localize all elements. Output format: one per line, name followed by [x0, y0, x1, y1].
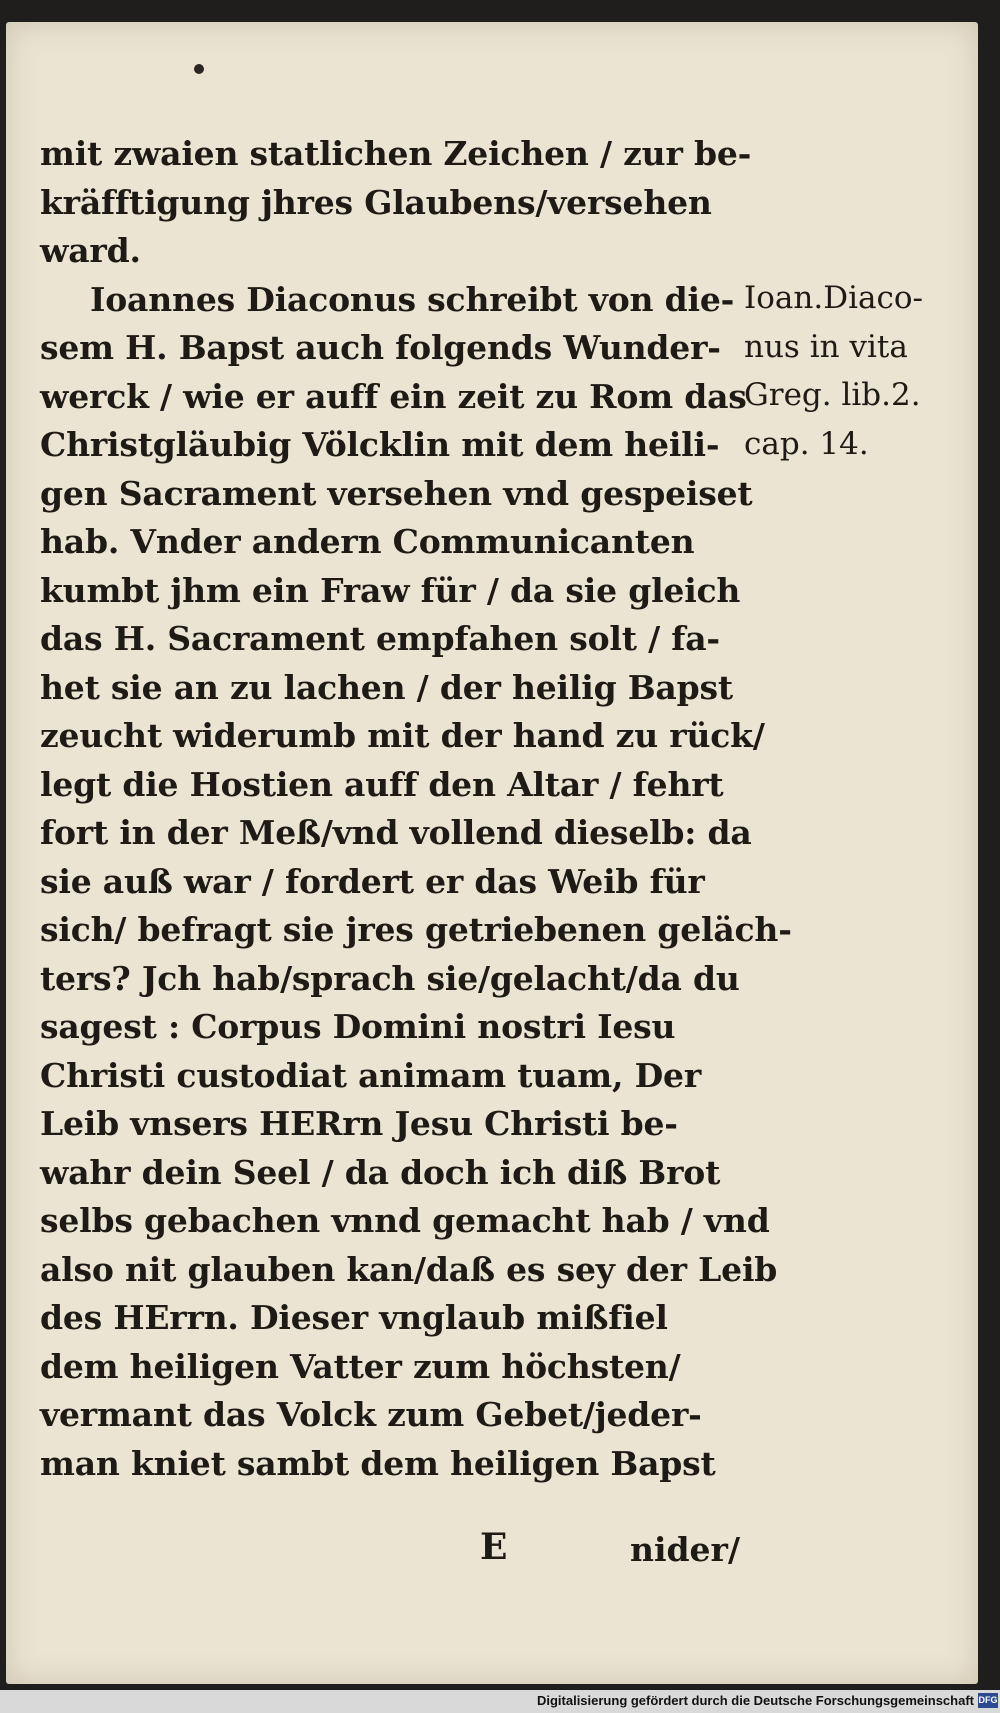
book-page — [6, 22, 978, 1684]
digitization-credit-bar — [0, 1690, 1000, 1713]
margin-note-line: Ioan.Diaco- — [744, 280, 923, 316]
credit-text: Digitalisierung gefördert durch die Deutsche Forschungsgemeinschaft — [536, 1693, 974, 1708]
text-line: fort in der Meß/vnd vollend dieselb: da — [40, 813, 752, 852]
margin-note-line: cap. 14. — [744, 425, 869, 462]
text-line: ward. — [40, 231, 141, 270]
text-line: selbs gebachen vnnd gemacht hab / vnd — [40, 1201, 770, 1240]
catchword: nider/ — [629, 1530, 740, 1569]
margin-note-line: nus in vita — [744, 328, 908, 365]
text-line: mit zwaien statlichen Zeichen / zur be- — [40, 134, 752, 173]
ink-speck — [194, 64, 204, 74]
text-line: sich/ befragt sie jres getriebenen geläch- — [40, 910, 792, 949]
page-footer-line — [40, 1526, 740, 1574]
text-line: sagest : Corpus Domini nostri Iesu — [40, 1007, 676, 1046]
text-line: het sie an zu lachen / der heilig Bapst — [40, 667, 733, 707]
text-line: wahr dein Seel / da doch ich diß Brot — [40, 1152, 721, 1192]
text-line: sie auß war / fordert er das Weib für — [40, 861, 705, 901]
text-line: man kniet sambt dem heiligen Bapst — [40, 1443, 716, 1483]
text-line: also nit glauben kan/daß es sey der Leib — [40, 1249, 778, 1289]
text-line: Christgläubig Völcklin mit dem heili- — [40, 425, 720, 464]
text-line: hab. Vnder andern Communicanten — [40, 522, 695, 561]
main-text-block — [40, 130, 792, 1488]
text-line: Christi custodiat animam tuam, Der — [40, 1055, 701, 1095]
text-line: werck / wie er auff ein zeit zu Rom das — [40, 376, 747, 416]
text-line: Leib vnsers HERrn Jesu Christi be- — [40, 1104, 678, 1143]
margin-note-line: Greg. lib.2. — [744, 377, 921, 413]
text-line: des HErrn. Dieser vnglaub mißfiel — [40, 1298, 668, 1337]
text-line: zeucht widerumb mit der hand zu rück/ — [40, 716, 765, 755]
signature-mark: E — [480, 1526, 508, 1568]
text-line: vermant das Volck zum Gebet/jeder- — [40, 1395, 702, 1434]
text-line: kräfftigung jhres Glaubens/versehen — [40, 182, 712, 222]
text-line: sem H. Bapst auch folgends Wunder- — [40, 328, 721, 367]
text-line: das H. Sacrament empfahen solt / fa- — [40, 619, 720, 658]
margin-note — [744, 274, 974, 468]
text-line: Ioannes Diaconus schreibt von die- — [90, 279, 735, 319]
text-line: ters? Jch hab/sprach sie/gelacht/da du — [40, 958, 740, 998]
text-line: legt die Hostien auff den Altar / fehrt — [40, 764, 724, 804]
dfg-logo: DFG — [978, 1693, 998, 1708]
text-line: dem heiligen Vatter zum höchsten/ — [40, 1346, 681, 1386]
text-line: gen Sacrament versehen vnd gespeiset — [40, 473, 753, 513]
text-line: kumbt jhm ein Fraw für / da sie gleich — [40, 570, 741, 610]
